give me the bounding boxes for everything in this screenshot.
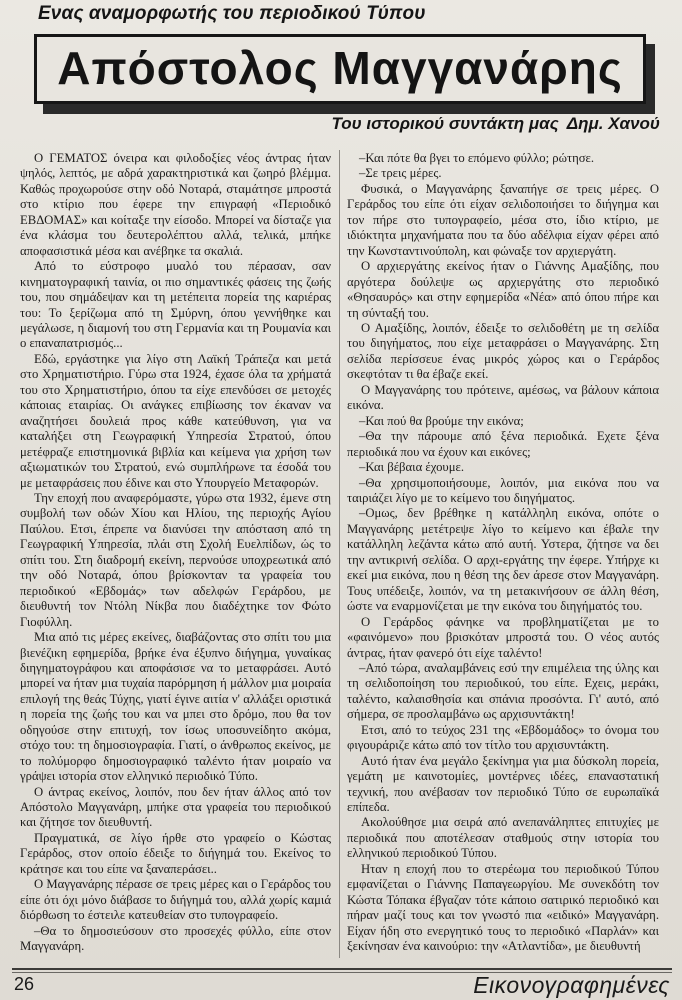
paragraph: Από το εύστροφο μυαλό του πέρασαν, σαν κινηματογραφική ταινία, οι πιο σημαντικές φάσεις της ζωής του, που σημάδεψαν και τη μετέπειτα πορεία της καριέρας του: Το ξερίζωμα από τη Σμύρνη, όπου γεννήθηκε και μεγάλωσε, η διαμονή του στη Γερμανία και τη Ρουμανία και ο επαναπατρισμός... bbox=[20, 259, 331, 351]
article-title: Απόστολος Μαγγανάρης bbox=[57, 42, 623, 94]
paragraph: Ο Μαγγανάρης του πρότεινε, αμέσως, να βάλουν κάποια εικόνα. bbox=[347, 382, 659, 413]
paragraph: Ο ΓΕΜΑΤΟΣ όνειρα και φιλοδοξίες νέος άντρας ήταν ψηλός, λεπτός, με αδρά χαρακτηριστικά και ζωηρό βλέμμα. Καθώς προχωρούσε στην οδό Νοταρά, σταμάτησε μπροστά στο κτίριο που έφερε την επιγραφή «Περιοδικό ΕΒΔΟΜΑΣ» και κοίταξε την είσοδο. Μπορεί να δίσταζε για ένα κλάσμα του δευτερολέπτου αλλά, τελικά, μπήκε αποφασιστικά μέσα και ανέβηκε τα σκαλιά. bbox=[20, 151, 331, 258]
paragraph: –Σε τρεις μέρες. bbox=[359, 166, 442, 181]
paragraph: Πραγματικά, σε λίγο ήρθε στο γραφείο ο Κώστας Γεράρδος, στον οποίο έδειξε το διήγημά του. Εκείνος το κράτησε και του είπε να ξαναπεράσει.. bbox=[20, 830, 331, 876]
footer-rule bbox=[12, 968, 672, 970]
paragraph: Αυτό ήταν ένα μεγάλο ξεκίνημα για μια δύσκολη πορεία, γεμάτη με καινοτομίες, μοντέρνες ιδέες, επαναστατική τεχνική, που ανέβασαν τον περιοδικό Τύπο σε ευρωπαϊκά επίπεδα. bbox=[347, 753, 659, 815]
title-box bbox=[34, 34, 646, 104]
magazine-name: Εικονογραφημένες bbox=[473, 972, 670, 998]
paragraph: Ακολούθησε μια σειρά από ανεπανάληπτες επιτυχίες με περιοδικά που αποτέλεσαν σταθμούς στην ιστορία του ελληνικού περιοδικού Τύπου. bbox=[347, 815, 659, 861]
paragraph: –Θα την πάρουμε από ξένα περιοδικά. Εχετε ξένα περιοδικά που να έχουν και εικόνες; bbox=[347, 429, 659, 459]
paragraph: –Και βέβαια έχουμε. bbox=[359, 460, 464, 475]
kicker-headline: Ενας αναμορφωτής του περιοδικού Τύπου bbox=[38, 3, 426, 24]
article-column-right bbox=[347, 151, 659, 955]
page-number: 26 bbox=[14, 974, 35, 994]
paragraph: Ο Μαγγανάρης πέρασε σε τρεις μέρες και ο Γεράρδος του είπε ότι όχι μόνο διάβασε το διήγημά του, αλλά χωρίς καμιά διόρθωση το έστειλε κατευθείαν στο τυπογραφείο. bbox=[20, 877, 331, 923]
paragraph: Ο Αμαξίδης, λοιπόν, έδειξε το σελιδοθέτη με τη σελίδα του διηγήματος, που είχε μεταφράσει ο Μαγγανάρης. Στη σελίδα περίσσευε ένας μικρός χώρος και ο Γεράρδος σκεφτόταν τι θα έβαζε εκεί. bbox=[347, 320, 659, 382]
paragraph: –Ομως, δεν βρέθηκε η κατάλληλη εικόνα, οπότε ο Μαγγανάρης μετέτρεψε λίγο το κείμενο και έβαλε την κατάλληλη λεζάντα κάτω από αυτή. Υστερα, ζήτησε να δει την αντικρινή σελίδα. Ο αρχι-εργάτης την έφερε. Υπήρχε κι εκεί μια εικόνα, που η θέση της δεν άρεσε στον Μαγγανάρη. Τους υπέδειξε, λοιπόν, να τη μετακινήσουν σε άλλη θέση, ώστε να εναρμονίζεται με την εικόνα του διηγήματός του. bbox=[347, 506, 659, 614]
paragraph: –Θα το δημοσιεύσουν στο προσεχές φύλλο, είπε στον Μαγγανάρη. bbox=[20, 923, 331, 954]
paragraph: –Από τώρα, αναλαμβάνεις εσύ την επιμέλεια της ύλης και τη σελιδοποίηση του περιοδικού, του είπε. Εχεις, μεράκι, ταλέντο, καλαισθησία και σπάνια προσόντα. Γι' αυτό, από σήμερα, σε προσλαμβάνω ως αρχισυντάκτη! bbox=[347, 660, 659, 722]
paragraph: –Θα χρησιμοποιήσουμε, λοιπόν, μια εικόνα που να ταιριάζει λίγο με το κείμενο του διηγήματος. bbox=[347, 475, 659, 505]
paragraph: Ετσι, από το τεύχος 231 της «Εβδομάδος» το όνομα του φιγουράριζε κάτω από τον τίτλο του αρχισυντάκτη. bbox=[347, 722, 659, 753]
column-divider bbox=[339, 150, 340, 958]
article-column-left bbox=[20, 151, 331, 955]
byline bbox=[332, 114, 660, 134]
paragraph: Φυσικά, ο Μαγγανάρης ξαναπήγε σε τρεις μέρες. Ο Γεράρδος του είπε ότι είχαν σελιδοποιήσει το διήγημα και τον πήρε στο τυπογραφείο, μέσα στο, ίδιο κτίριο, με ιδιόκτητα μηχανήματα που τα δύο αδέλφια είχαν φέρει από την Κωνσταντινούπολη, και φώναξε τον αρχιεργάτη. bbox=[347, 181, 659, 258]
byline-prefix: Του ιστορικού συντάκτη μας bbox=[331, 114, 559, 133]
paragraph: Εδώ, εργάστηκε για λίγο στη Λαϊκή Τράπεζα και μετά στο Χρηματιστήριο. Γύρω στα 1924, έχασε όλα τα χρήματά του στο Χρηματιστήριο, όπου τα είχε επενδύσει σε μετοχές κάποιας εταιρίας. Οι ανάγκες επιβίωσης τον έκαναν να αναζητήσει δουλειά προς κάθε κατεύθυνση, για να καταλήξει στη Γεωγραφική Υπηρεσία Στρατού, όπου μετέφραζε επιστημονικά βιβλία και κείμενα για χρήση των αξιωματικών του Στρατού, ενώ συμπλήρωνε τα έσοδά του με μεταφράσεις που έδινε και στο Υπουργείο Μεταφορών. bbox=[20, 351, 331, 490]
paragraph: Ηταν η εποχή που το στερέωμα του περιοδικού Τύπου εμφανίζεται ο Γιάννης Παπαγεωργίου. Με συνεκδότη τον Κώστα Τόπακα έβγαζαν τότε κάποιο σατιρικό περιοδικό και πήραν μαζί τους και τον γνωστό πια «ειδικό» Μαγγανάρη. Είχαν ήδη στο ενεργητικό τους το περιοδικό «Παρλάν» και ξεκίνησαν ένα καινούριο: την «Ατλαντίδα», με διευθυντή bbox=[347, 861, 659, 954]
paragraph: Ο άντρας εκείνος, λοιπόν, που δεν ήταν άλλος από τον Απόστολο Μαγγανάρη, μπήκε στα γραφεία του περιοδικού και ζήτησε τον διευθυντή. bbox=[20, 784, 331, 830]
paragraph: –Και πού θα βρούμε την εικόνα; bbox=[359, 413, 524, 428]
byline-author: Δημ. Χανού bbox=[566, 114, 660, 133]
paragraph: Ο Γεράρδος φάνηκε να προβληματίζεται με το «φαινόμενο» που βρισκόταν μπροστά του. Ο νέος αυτός άντρας, ήταν φανερό ότι είχε ταλέντο! bbox=[347, 614, 659, 660]
paragraph: –Και πότε θα βγει το επόμενο φύλλο; ρώτησε. bbox=[359, 151, 595, 165]
paragraph: Ο αρχιεργάτης εκείνος ήταν ο Γιάννης Αμαξίδης, που αργότερα δούλεψε ως αρχιεργάτης στο περιοδικό «Θησαυρός» και στην εφημερίδα «Νέα» από όπου πήρε και τη σύνταξή του. bbox=[347, 259, 659, 320]
paragraph: Μια από τις μέρες εκείνες, διαβάζοντας στο σπίτι του μια βιενέζικη εφημερίδα, βρήκε ένα έξυπνο διήγημα, γυναίκας διηγηματογράφου και αποφάσισε να το μεταφράσει. Αυτό μπορεί να ήταν μια τυχαία παρόρμηση ή μάλλον μια μοιραία επιλογή της θεάς Τύχης, γιατί έγινε αιτία ν' αλλάξει οριστικά η πορεία της ζωής του και να μπει στο δρόμο, που θα τον οδηγούσε στην επιτυχή, τον ίσως υποσυνείδητο ακόμα, στόχο του: τη δημοσιογραφία. Γιατί, ο άνθρωπος εκείνος, με το πολύμορφο δημοσιογραφικό ταλέντο ήταν μοιραίο να γράψει ιστορία στον ελληνικό περιοδικό Τύπο. bbox=[20, 630, 331, 784]
paragraph: Την εποχή που αναφερόμαστε, γύρω στα 1932, έμενε στη συμβολή των οδών Χίου και Ηλίου, της περιοχής Αγίου Παύλου. Ετσι, έπρεπε να διανύσει την απόσταση από τη Γεωγραφική Υπηρεσία, πλάι στη Σχολή Ευελπίδων, ώς το σπίτι του. Στη διαδρομή εκείνη, περνούσε υποχρεωτικά από την οδό Νοταρά, όπου βρίσκονταν τα γραφεία του περιοδικού «Εβδομάς» των αδελφών Γεράρδου, με διευθυντή τον Ντόλη Νίκβα που διαδέχτηκε τον Φώτο Γιοφύλλη. bbox=[20, 490, 331, 629]
